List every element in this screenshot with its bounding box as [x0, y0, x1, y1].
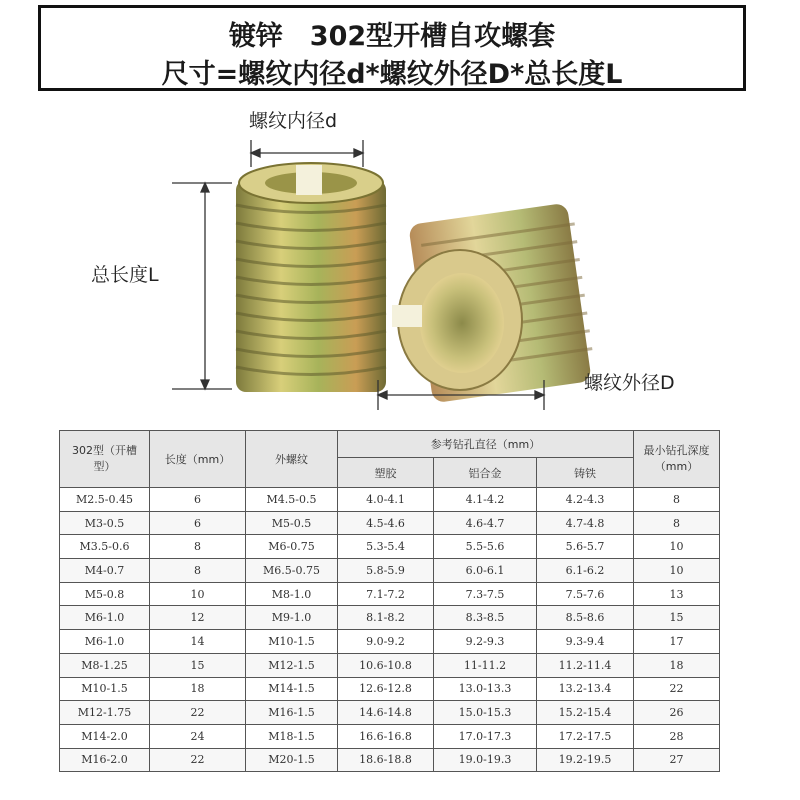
cell-min-depth: 8 — [634, 488, 720, 512]
table-row — [60, 511, 720, 535]
cell-outer-thread: M20-1.5 — [246, 748, 338, 772]
cell-min-depth: 10 — [634, 535, 720, 559]
table-row — [60, 559, 720, 583]
inner-diameter-label: 螺纹内径d — [249, 110, 338, 132]
cell-model: M4-0.7 — [60, 559, 150, 583]
cell-aluminum: 9.2-9.3 — [434, 630, 537, 654]
cell-aluminum: 19.0-19.3 — [434, 748, 537, 772]
cell-cast-iron: 4.7-4.8 — [537, 511, 634, 535]
cell-length: 22 — [150, 701, 246, 725]
cell-aluminum: 17.0-17.3 — [434, 724, 537, 748]
cell-cast-iron: 11.2-11.4 — [537, 653, 634, 677]
cell-plastic: 14.6-14.8 — [338, 701, 434, 725]
table-row — [60, 653, 720, 677]
cell-model: M6-1.0 — [60, 630, 150, 654]
cell-model: M16-2.0 — [60, 748, 150, 772]
title-line-2: 尺寸=螺纹内径d*螺纹外径D*总长度L — [161, 59, 623, 90]
cell-model: M10-1.5 — [60, 677, 150, 701]
cell-aluminum: 13.0-13.3 — [434, 677, 537, 701]
title-line-1: 镀锌 302型开槽自攻螺套 — [228, 21, 556, 52]
cell-outer-thread: M6-0.75 — [246, 535, 338, 559]
cell-length: 24 — [150, 724, 246, 748]
cell-min-depth: 26 — [634, 701, 720, 725]
cell-aluminum: 8.3-8.5 — [434, 606, 537, 630]
header-model: 302型（开槽型） — [60, 431, 150, 488]
cell-length: 10 — [150, 582, 246, 606]
cell-aluminum: 6.0-6.1 — [434, 559, 537, 583]
cell-min-depth: 13 — [634, 582, 720, 606]
cell-outer-thread: M10-1.5 — [246, 630, 338, 654]
cell-cast-iron: 6.1-6.2 — [537, 559, 634, 583]
cell-cast-iron: 5.6-5.7 — [537, 535, 634, 559]
cell-aluminum: 5.5-5.6 — [434, 535, 537, 559]
outer-diameter-label: 螺纹外径D — [584, 372, 675, 394]
header-length: 长度（mm） — [150, 431, 246, 488]
spec-table — [59, 430, 720, 772]
cell-plastic: 12.6-12.8 — [338, 677, 434, 701]
cell-min-depth: 8 — [634, 511, 720, 535]
cell-plastic: 5.3-5.4 — [338, 535, 434, 559]
cell-plastic: 18.6-18.8 — [338, 748, 434, 772]
table-row — [60, 748, 720, 772]
cell-min-depth: 28 — [634, 724, 720, 748]
cell-aluminum: 4.6-4.7 — [434, 511, 537, 535]
header-outer-thread: 外螺纹 — [246, 431, 338, 488]
cell-model: M8-1.25 — [60, 653, 150, 677]
cell-cast-iron: 17.2-17.5 — [537, 724, 634, 748]
spec-table-body — [60, 488, 720, 772]
cell-model: M5-0.8 — [60, 582, 150, 606]
right-insert — [392, 203, 592, 404]
cell-cast-iron: 13.2-13.4 — [537, 677, 634, 701]
cell-plastic: 10.6-10.8 — [338, 653, 434, 677]
cell-aluminum: 4.1-4.2 — [434, 488, 537, 512]
cell-model: M12-1.75 — [60, 701, 150, 725]
cell-min-depth: 22 — [634, 677, 720, 701]
cell-aluminum: 7.3-7.5 — [434, 582, 537, 606]
total-length-label: 总长度L — [91, 264, 159, 286]
cell-cast-iron: 9.3-9.4 — [537, 630, 634, 654]
spec-table-container — [59, 430, 719, 786]
cell-length: 22 — [150, 748, 246, 772]
header-cast-iron: 铸铁 — [537, 458, 634, 488]
cell-model: M6-1.0 — [60, 606, 150, 630]
header-min-depth: 最小钻孔深度（mm） — [634, 431, 720, 488]
cell-aluminum: 11-11.2 — [434, 653, 537, 677]
cell-length: 8 — [150, 535, 246, 559]
table-row — [60, 724, 720, 748]
cell-cast-iron: 7.5-7.6 — [537, 582, 634, 606]
cell-outer-thread: M6.5-0.75 — [246, 559, 338, 583]
table-row — [60, 535, 720, 559]
cell-length: 6 — [150, 511, 246, 535]
cell-length: 8 — [150, 559, 246, 583]
cell-cast-iron: 4.2-4.3 — [537, 488, 634, 512]
cell-outer-thread: M18-1.5 — [246, 724, 338, 748]
cell-min-depth: 18 — [634, 653, 720, 677]
cell-outer-thread: M4.5-0.5 — [246, 488, 338, 512]
cell-outer-thread: M12-1.5 — [246, 653, 338, 677]
cell-length: 12 — [150, 606, 246, 630]
cell-plastic: 16.6-16.8 — [338, 724, 434, 748]
cell-model: M2.5-0.45 — [60, 488, 150, 512]
table-row — [60, 488, 720, 512]
cell-min-depth: 17 — [634, 630, 720, 654]
cell-plastic: 4.5-4.6 — [338, 511, 434, 535]
cell-model: M14-2.0 — [60, 724, 150, 748]
cell-model: M3.5-0.6 — [60, 535, 150, 559]
cell-outer-thread: M5-0.5 — [246, 511, 338, 535]
cell-plastic: 5.8-5.9 — [338, 559, 434, 583]
title-box — [38, 5, 746, 91]
header-plastic: 塑胶 — [338, 458, 434, 488]
cell-length: 18 — [150, 677, 246, 701]
cell-length: 14 — [150, 630, 246, 654]
cell-outer-thread: M16-1.5 — [246, 701, 338, 725]
cell-cast-iron: 8.5-8.6 — [537, 606, 634, 630]
cell-plastic: 7.1-7.2 — [338, 582, 434, 606]
header-aluminum: 铝合金 — [434, 458, 537, 488]
header-drill-group: 参考钻孔直径（mm） — [338, 431, 634, 458]
cell-outer-thread: M9-1.0 — [246, 606, 338, 630]
cell-min-depth: 27 — [634, 748, 720, 772]
cell-plastic: 4.0-4.1 — [338, 488, 434, 512]
table-row — [60, 582, 720, 606]
product-photo — [0, 95, 800, 415]
cell-cast-iron: 15.2-15.4 — [537, 701, 634, 725]
cell-cast-iron: 19.2-19.5 — [537, 748, 634, 772]
table-row — [60, 701, 720, 725]
cell-outer-thread: M14-1.5 — [246, 677, 338, 701]
cell-length: 6 — [150, 488, 246, 512]
cell-aluminum: 15.0-15.3 — [434, 701, 537, 725]
table-row — [60, 630, 720, 654]
table-row — [60, 606, 720, 630]
cell-model: M3-0.5 — [60, 511, 150, 535]
cell-length: 15 — [150, 653, 246, 677]
cell-plastic: 8.1-8.2 — [338, 606, 434, 630]
cell-plastic: 9.0-9.2 — [338, 630, 434, 654]
table-row — [60, 677, 720, 701]
cell-min-depth: 15 — [634, 606, 720, 630]
cell-min-depth: 10 — [634, 559, 720, 583]
left-insert — [236, 163, 386, 392]
cell-outer-thread: M8-1.0 — [246, 582, 338, 606]
